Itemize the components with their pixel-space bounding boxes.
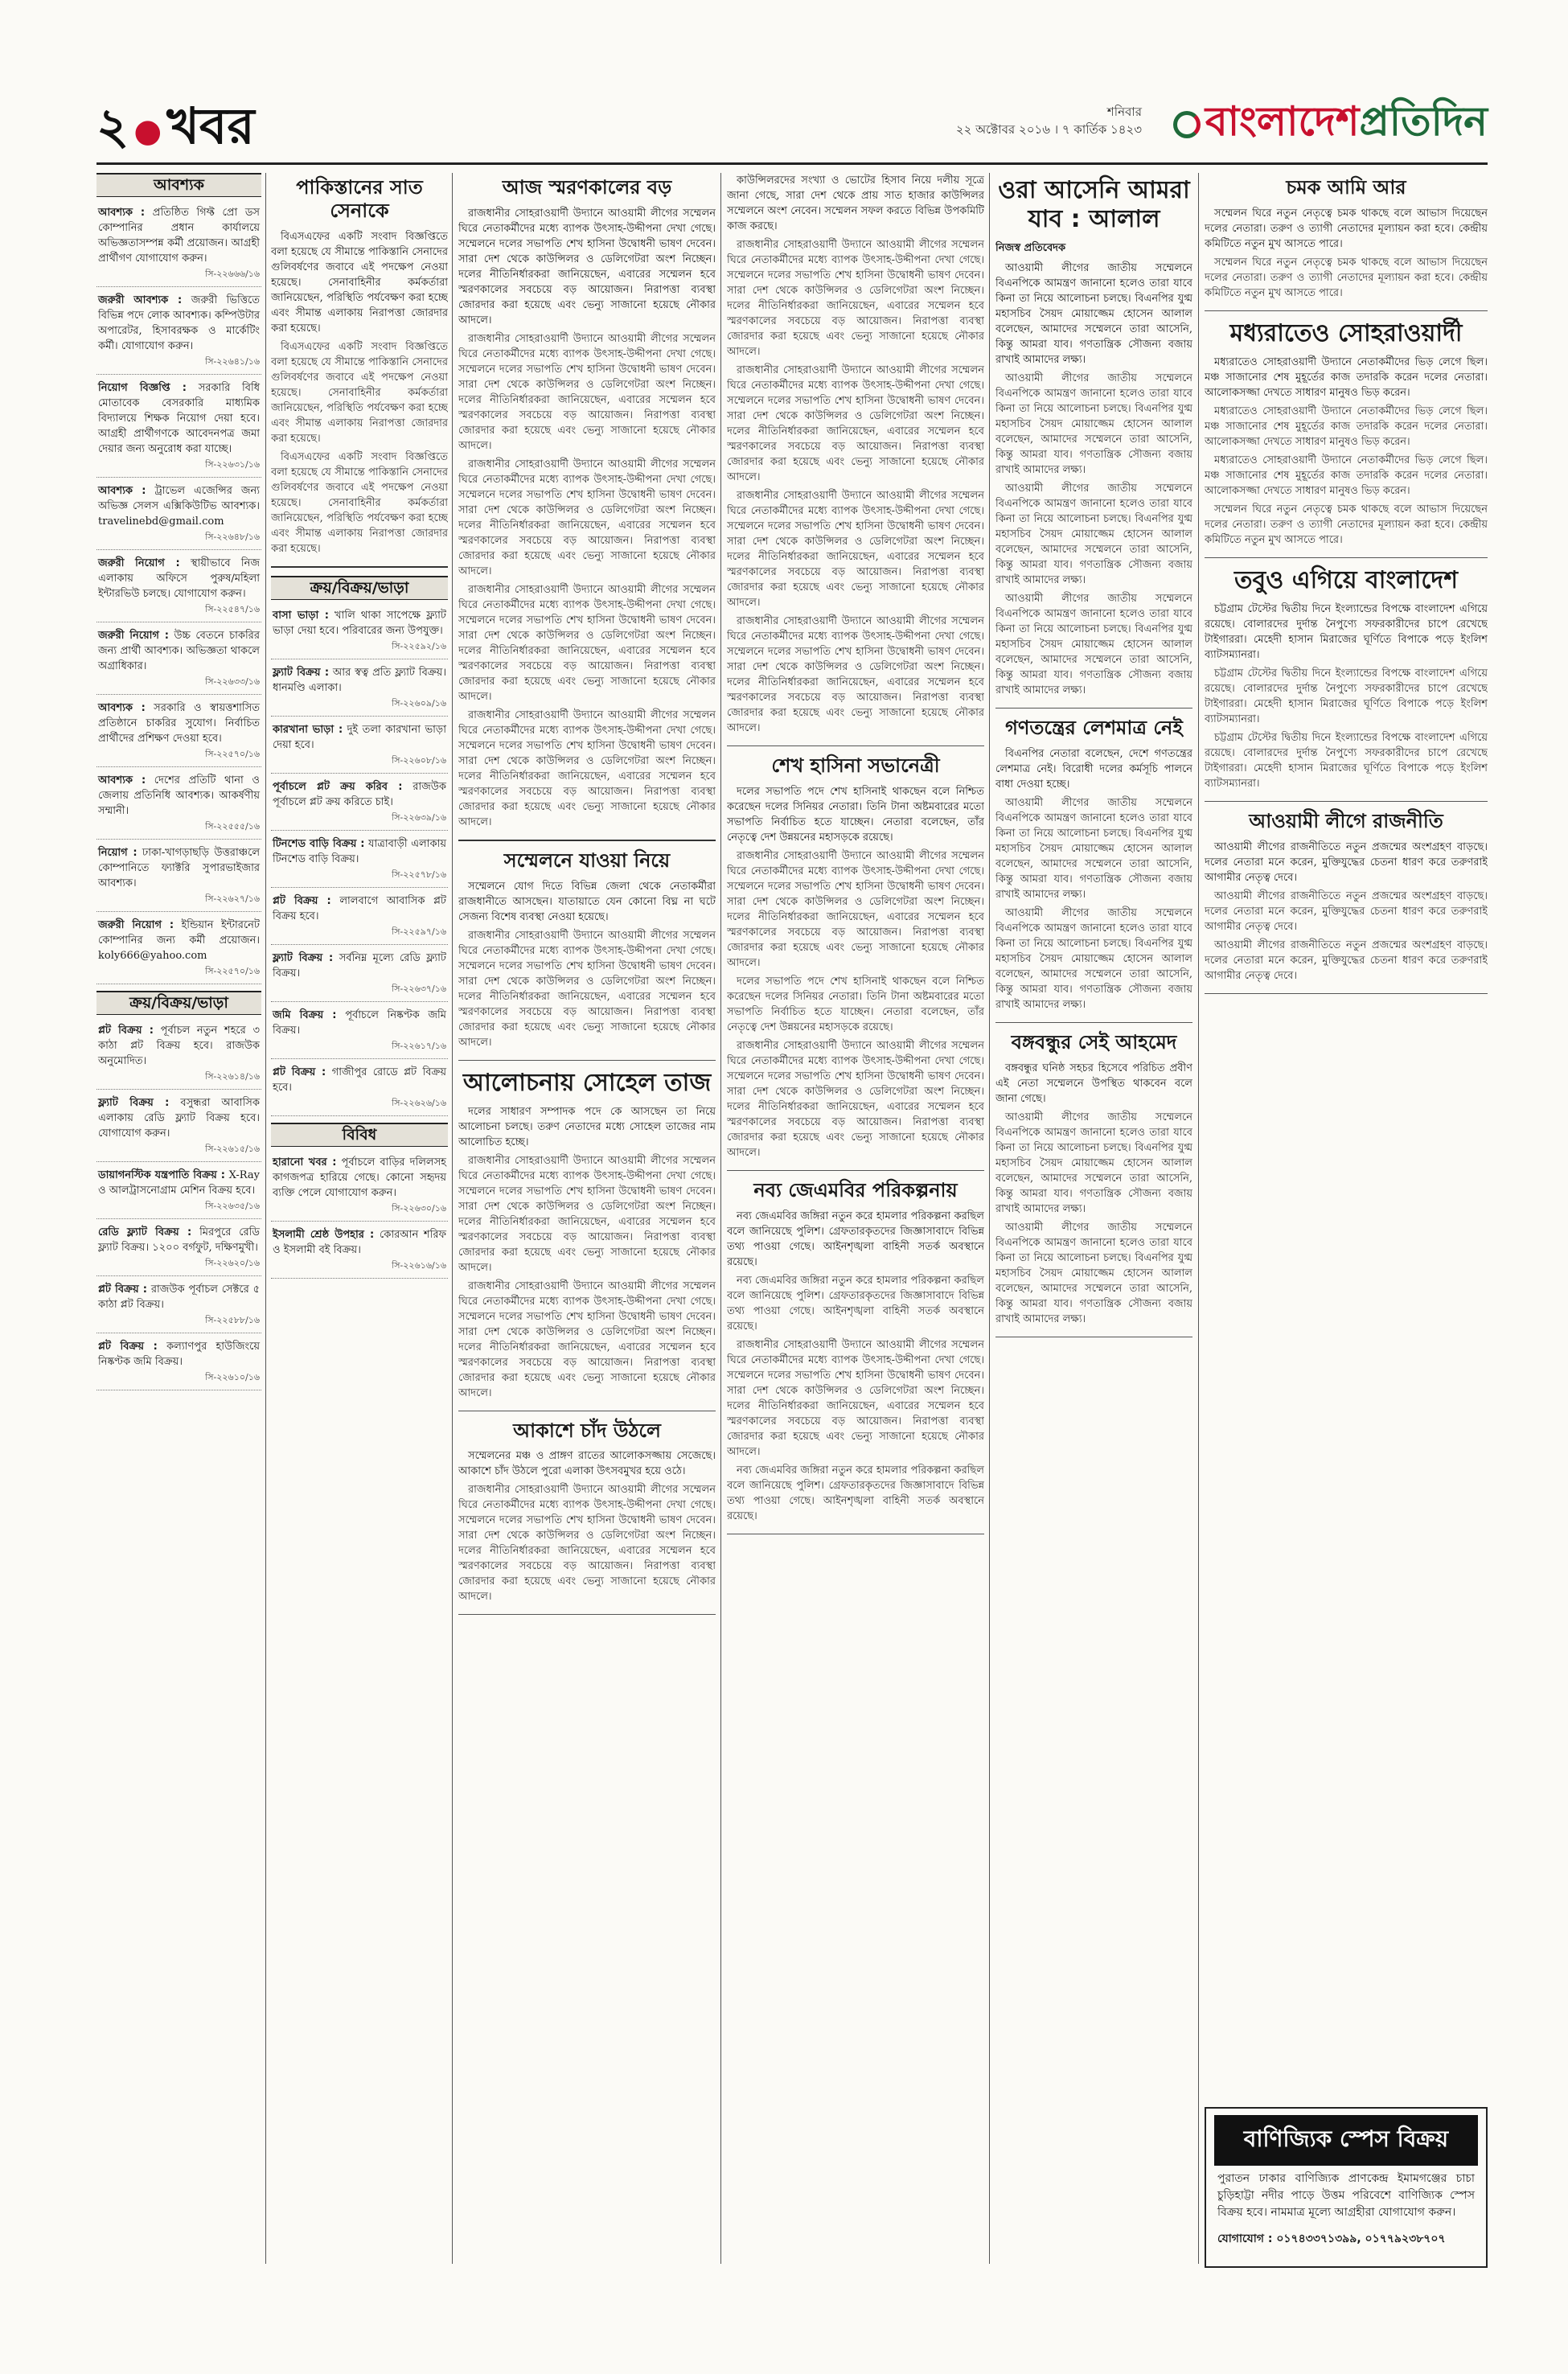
trade-list: [96, 1020, 261, 1390]
classified-ad-tag: পূর্বাচলে প্লট ক্রয় করিব :: [273, 780, 403, 793]
story-body: সম্মেলনের মঞ্চ ও প্রাঙ্গণ রাতের আলোকসজ্জায় সেজেছে। আকাশে চাঁদ উঠলে পুরো এলাকা উৎসবমুখর হয়ে ওঠে।: [458, 1450, 716, 1478]
classified-ad-text: প্রতিষ্ঠিত গিফ্ট প্রো ডস কোম্পানির প্রধান কার্যালয়ে অভিজ্ঞতাসম্পন্ন কর্মী প্রয়োজন। আগ্রহী প্রার্থীগণ যোগাযোগ করুন।: [98, 207, 260, 265]
story-sub-1: [458, 849, 716, 1061]
ad-title: বাণিজ্যিক স্পেস বিক্রয়: [1214, 2115, 1478, 2166]
classified-ad[interactable]: [271, 1152, 448, 1222]
story-body-continued: সম্মেলন ঘিরে নতুন নেতৃত্বে চমক থাকছে বলে আভাস দিয়েছেন দলের নেতারা। তরুণ ও ত্যাগী নেতাদের মূল্যায়ন করা হবে। কেন্দ্রীয় কমিটিতে নতুন মুখ আসতে পারে।: [1205, 256, 1488, 299]
story-body: বিএসএফের একটি সংবাদ বিজ্ঞপ্তিতে বলা হয়েছে যে সীমান্তে পাকিস্তানি সেনাদের গুলিবর্ষণের জবাবে এই পদক্ষেপ নেওয়া হয়েছে। সেনাবাহিনীর কর্মকর্তারা জানিয়েছেন, পরিস্থিতি পর্যবেক্ষণ করা হচ্ছে এবং সীমান্ত এলাকায় নিরাপত্তা জোরদার করা হয়েছে।: [271, 230, 448, 335]
story-body: আওয়ামী লীগের জাতীয় সম্মেলনে বিএনপিকে আমন্ত্রণ জানানো হলেও তারা যাবে কিনা তা নিয়ে আলোচনা চলছে। বিএনপির যুগ্ম মহাসচিব সৈয়দ মোয়াজ্জেম হোসেন আলাল বলেছেন, আমাদের সম্মেলনে তারা আসেনি, কিন্তু আমরা যাব। গণতান্ত্রিক সৌজন্য বজায় রাখাই আমাদের লক্ষ্য।: [995, 262, 1192, 366]
classified-ad-tag: আবশ্যক :: [98, 485, 146, 497]
classified-ad[interactable]: [96, 697, 261, 767]
story-body-continued: রাজধানীর সোহরাওয়ার্দী উদ্যানে আওয়ামী লীগের সম্মেলন ঘিরে নেতাকর্মীদের মধ্যে ব্যাপক উৎসাহ-উদ্দীপনা দেখা গেছে। সম্মেলনে দলের সভাপতি শেখ হাসিনা উদ্বোধনী ভাষণ দেবেন। সারা দেশ থেকে কাউন্সিলর ও ডেলিগেটরা অংশ নিচ্ছেন। দলের নীতিনির্ধারকরা জানিয়েছেন, এবারের সম্মেলন হবে স্মরণকালের সবচেয়ে বড় আয়োজন। নিরাপত্তা ব্যবস্থা জোরদার করা হয়েছে এবং ভেন্যু সাজানো হয়েছে নৌকার আদলে।: [458, 1154, 716, 1274]
classified-ad-tag: আবশ্যক :: [98, 207, 146, 219]
classified-ad-ref: সি-২২৬০৮/১৬: [392, 754, 446, 766]
classified-ad-text: ইন্ডিয়ান ইন্টারনেট কোম্পানির জন্য কর্মী প্রয়োজন। koly666@yahoo.com: [98, 919, 260, 962]
story-sub-3: [458, 1419, 716, 1616]
story-body-continued: রাজধানীর সোহরাওয়ার্দী উদ্যানে আওয়ামী লীগের সম্মেলন ঘিরে নেতাকর্মীদের মধ্যে ব্যাপক উৎসাহ-উদ্দীপনা দেখা গেছে। সম্মেলনে দলের সভাপতি শেখ হাসিনা উদ্বোধনী ভাষণ দেবেন। সারা দেশ থেকে কাউন্সিলর ও ডেলিগেটরা অংশ নিচ্ছেন। দলের নীতিনির্ধারকরা জানিয়েছেন, এবারের সম্মেলন হবে স্মরণকালের সবচেয়ে বড় আয়োজন। নিরাপত্তা ব্যবস্থা জোরদার করা হয়েছে এবং ভেন্যু সাজানো হয়েছে নৌকার আদলে।: [458, 1484, 716, 1604]
classified-ad-tag: ইসলামী শ্রেষ্ঠ উপহার :: [273, 1228, 375, 1241]
story-body-continued: রাজধানীর সোহরাওয়ার্দী উদ্যানে আওয়ামী লীগের সম্মেলন ঘিরে নেতাকর্মীদের মধ্যে ব্যাপক উৎসাহ-উদ্দীপনা দেখা গেছে। সম্মেলনে দলের সভাপতি শেখ হাসিনা উদ্বোধনী ভাষণ দেবেন। সারা দেশ থেকে কাউন্সিলর ও ডেলিগেটরা অংশ নিচ্ছেন। দলের নীতিনির্ধারকরা জানিয়েছেন, এবারের সম্মেলন হবে স্মরণকালের সবচেয়ে বড় আয়োজন। নিরাপত্তা ব্যবস্থা জোরদার করা হয়েছে এবং ভেন্যু সাজানো হয়েছে নৌকার আদলে।: [727, 1039, 984, 1159]
classified-ad[interactable]: [96, 1164, 261, 1219]
classified-ad-tag: আবশ্যক :: [98, 774, 146, 787]
story-body-continued: রাজধানীর সোহরাওয়ার্দী উদ্যানে আওয়ামী লীগের সম্মেলন ঘিরে নেতাকর্মীদের মধ্যে ব্যাপক উৎসাহ-উদ্দীপনা দেখা গেছে। সম্মেলনে দলের সভাপতি শেখ হাসিনা উদ্বোধনী ভাষণ দেবেন। সারা দেশ থেকে কাউন্সিলর ও ডেলিগেটরা অংশ নিচ্ছেন। দলের নীতিনির্ধারকরা জানিয়েছেন, এবারের সম্মেলন হবে স্মরণকালের সবচেয়ে বড় আয়োজন। নিরাপত্তা ব্যবস্থা জোরদার করা হয়েছে এবং ভেন্যু সাজানো হয়েছে নৌকার আদলে।: [458, 1279, 716, 1399]
classified-ad-text: খালি থাকা সাপেক্ষে ফ্ল্যাট ভাড়া দেয়া হবে। পরিবারের জন্য উপযুক্ত।: [273, 609, 446, 637]
column-divider: [265, 173, 266, 2264]
story-headline[interactable]: চমক আমি আর: [1286, 176, 1406, 199]
story-body: নব্য জেএমবির জঙ্গিরা নতুন করে হামলার পরিকল্পনা করছিল বলে জানিয়েছে পুলিশ। গ্রেফতারকৃতদের জিজ্ঞাসাবাদে বিভিন্ন তথ্য পাওয়া গেছে। আইনশৃঙ্খলা বাহিনী সতর্ক অবস্থানে রয়েছে।: [727, 1210, 984, 1268]
classified-ad-text: সরকারি ও স্বায়ত্তশাসিত প্রতিষ্ঠানে চাকরির সুযোগ। নির্বাচিত প্রার্থীদের প্রশিক্ষণ দেওয়া হবে।: [98, 702, 260, 745]
story-body: দলের সভাপতি পদে শেখ হাসিনাই থাকছেন বলে নিশ্চিত করেছেন দলের সিনিয়র নেতারা। তিনি টানা অষ্টমবারের মতো সভাপতি নির্বাচিত হতে যাচ্ছেন। নেতারা বলেছেন, তাঁর নেতৃত্বে দেশ উন্নয়নের মহাসড়কে রয়েছে।: [727, 785, 984, 844]
dateline: [956, 103, 1142, 138]
column-3: [458, 173, 716, 2264]
classified-ad-tag: জমি বিক্রয় :: [273, 1008, 337, 1021]
classified-ad-ref: সি-২২৬১৬/১৬: [392, 1259, 446, 1271]
column-4: [727, 173, 984, 2264]
story-al-politics: [1205, 810, 1488, 994]
classified-ad[interactable]: [96, 1279, 261, 1333]
ad-body: পুরাতন ঢাকার বাণিজ্যিক প্রাণকেন্দ্র ইমামগঞ্জের চাচা চুড়িহাট্টা নদীর পাড়ে উত্তম পরিবেশে বাণিজ্যিক স্পেস বিক্রয় হবে। নামমাত্র মূল্যে আগ্রহীরা যোগাযোগ করুন।: [1217, 2172, 1475, 2219]
story-body-continued: রাজধানীর সোহরাওয়ার্দী উদ্যানে আওয়ামী লীগের সম্মেলন ঘিরে নেতাকর্মীদের মধ্যে ব্যাপক উৎসাহ-উদ্দীপনা দেখা গেছে। সম্মেলনে দলের সভাপতি শেখ হাসিনা উদ্বোধনী ভাষণ দেবেন। সারা দেশ থেকে কাউন্সিলর ও ডেলিগেটরা অংশ নিচ্ছেন। দলের নীতিনির্ধারকরা জানিয়েছেন, এবারের সম্মেলন হবে স্মরণকালের সবচেয়ে বড় আয়োজন। নিরাপত্তা ব্যবস্থা জোরদার করা হয়েছে এবং ভেন্যু সাজানো হয়েছে নৌকার আদলে।: [727, 490, 984, 609]
story-body-continued: রাজধানীর সোহরাওয়ার্দী উদ্যানে আওয়ামী লীগের সম্মেলন ঘিরে নেতাকর্মীদের মধ্যে ব্যাপক উৎসাহ-উদ্দীপনা দেখা গেছে। সম্মেলনে দলের সভাপতি শেখ হাসিনা উদ্বোধনী ভাষণ দেবেন। সারা দেশ থেকে কাউন্সিলর ও ডেলিগেটরা অংশ নিচ্ছেন। দলের নীতিনির্ধারকরা জানিয়েছেন, এবারের সম্মেলন হবে স্মরণকালের সবচেয়ে বড় আয়োজন। নিরাপত্তা ব্যবস্থা জোরদার করা হয়েছে এবং ভেন্যু সাজানো হয়েছে নৌকার আদলে।: [727, 364, 984, 483]
classified-ad-ref: সি-২২৫৫৫/১৬: [205, 821, 260, 832]
story-body-continued: চট্টগ্রাম টেস্টের দ্বিতীয় দিনে ইংল্যান্ডের বিপক্ষে বাংলাদেশ এগিয়ে রয়েছে। বোলারদের দুর্দান্ত নৈপুণ্যে সফরকারীদের চাপে রেখেছে টাইগাররা। মেহেদী হাসান মিরাজের ঘূর্ণিতে বিপাকে পড়ে ইংলিশ ব্যাটসম্যানরা।: [1205, 731, 1488, 790]
story-body-continued: রাজধানীর সোহরাওয়ার্দী উদ্যানে আওয়ামী লীগের সম্মেলন ঘিরে নেতাকর্মীদের মধ্যে ব্যাপক উৎসাহ-উদ্দীপনা দেখা গেছে। সম্মেলনে দলের সভাপতি শেখ হাসিনা উদ্বোধনী ভাষণ দেবেন। সারা দেশ থেকে কাউন্সিলর ও ডেলিগেটরা অংশ নিচ্ছেন। দলের নীতিনির্ধারকরা জানিয়েছেন, এবারের সম্মেলন হবে স্মরণকালের সবচেয়ে বড় আয়োজন। নিরাপত্তা ব্যবস্থা জোরদার করা হয়েছে এবং ভেন্যু সাজানো হয়েছে নৌকার আদলে।: [727, 1338, 984, 1458]
classified-ad[interactable]: [271, 662, 448, 717]
classified-ad[interactable]: [96, 480, 261, 550]
classified-ad-ref: সি-২২৬৬৬/১৬: [205, 269, 260, 279]
story-body-continued: রাজধানীর সোহরাওয়ার্দী উদ্যানে আওয়ামী লীগের সম্মেলন ঘিরে নেতাকর্মীদের মধ্যে ব্যাপক উৎসাহ-উদ্দীপনা দেখা গেছে। সম্মেলনে দলের সভাপতি শেখ হাসিনা উদ্বোধনী ভাষণ দেবেন। সারা দেশ থেকে কাউন্সিলর ও ডেলিগেটরা অংশ নিচ্ছেন। দলের নীতিনির্ধারকরা জানিয়েছেন, এবারের সম্মেলন হবে স্মরণকালের সবচেয়ে বড় আয়োজন। নিরাপত্তা ব্যবস্থা জোরদার করা হয়েছে এবং ভেন্যু সাজানো হয়েছে নৌকার আদলে।: [458, 332, 716, 452]
classified-ad-text: স্থায়ীভাবে নিজ এলাকায় অফিসে পুরুষ/মহিলা ইন্টারভিউ চলছে। যোগাযোগ করুন।: [98, 557, 260, 600]
story-body-continued: নব্য জেএমবির জঙ্গিরা নতুন করে হামলার পরিকল্পনা করছিল বলে জানিয়েছে পুলিশ। গ্রেফতারকৃতদের জিজ্ঞাসাবাদে বিভিন্ন তথ্য পাওয়া গেছে। আইনশৃঙ্খলা বাহিনী সতর্ক অবস্থানে রয়েছে।: [727, 1274, 984, 1333]
story-headline[interactable]: আওয়ামী লীগে রাজনীতি: [1249, 809, 1443, 832]
column-6: [1205, 173, 1488, 2264]
classified-ad-ref: সি-২২৬৪৮/১৬: [205, 532, 260, 542]
classified-ad-ref: সি-২২৬৩৩/১৬: [205, 676, 260, 687]
classified-ad-text: পূর্বাচলে নিষ্কণ্টক জমি বিক্রয়।: [273, 1008, 446, 1037]
trade-section-header: ক্রয়/বিক্রয়/ভাড়া: [271, 576, 448, 600]
story-body-continued: রাজধানীর সোহরাওয়ার্দী উদ্যানে আওয়ামী লীগের সম্মেলন ঘিরে নেতাকর্মীদের মধ্যে ব্যাপক উৎসাহ-উদ্দীপনা দেখা গেছে। সম্মেলনে দলের সভাপতি শেখ হাসিনা উদ্বোধনী ভাষণ দেবেন। সারা দেশ থেকে কাউন্সিলর ও ডেলিগেটরা অংশ নিচ্ছেন। দলের নীতিনির্ধারকরা জানিয়েছেন, এবারের সম্মেলন হবে স্মরণকালের সবচেয়ে বড় আয়োজন। নিরাপত্তা ব্যবস্থা জোরদার করা হয়েছে এবং ভেন্যু সাজানো হয়েছে নৌকার আদলে।: [727, 239, 984, 358]
story-body-continued: চট্টগ্রাম টেস্টের দ্বিতীয় দিনে ইংল্যান্ডের বিপক্ষে বাংলাদেশ এগিয়ে রয়েছে। বোলারদের দুর্দান্ত নৈপুণ্যে সফরকারীদের চাপে রেখেছে টাইগাররা। মেহেদী হাসান মিরাজের ঘূর্ণিতে বিপাকে পড়ে ইংলিশ ব্যাটসম্যানরা।: [1205, 667, 1488, 725]
story-body: কাউন্সিলরদের সংখ্যা ও ভোটের হিসাব নিয়ে দলীয় সূত্রে জানা গেছে, সারা দেশ থেকে প্রায় সাত হাজার কাউন্সিলর সম্মেলনে অংশ নেবেন। সম্মেলন সফল করতে বিভিন্ন উপকমিটি কাজ করছে।: [727, 175, 984, 232]
column-2: [271, 173, 448, 2264]
classified-ad-tag: আবশ্যক :: [98, 702, 146, 714]
story-byline: নিজস্ব প্রতিবেদক: [995, 242, 1066, 254]
bullet-icon: ●: [133, 111, 162, 150]
story-headline[interactable]: নব্য জেএমবির পরিকল্পনায়: [753, 1178, 958, 1201]
story-headline[interactable]: সম্মেলনে যাওয়া নিয়ে: [503, 848, 671, 872]
story-suhrawardy: [1205, 319, 1488, 558]
classified-ad-tag: ডায়াগনস্টিক যন্ত্রপাতি বিক্রয় :: [98, 1169, 225, 1181]
classified-ad-ref: সি-২২৬২৭/১৬: [205, 893, 260, 904]
story-body-continued: আওয়ামী লীগের জাতীয় সম্মেলনে বিএনপিকে আমন্ত্রণ জানানো হলেও তারা যাবে কিনা তা নিয়ে আলোচনা চলছে। বিএনপির যুগ্ম মহাসচিব সৈয়দ মোয়াজ্জেম হোসেন আলাল বলেছেন, আমাদের সম্মেলনে তারা আসেনি, কিন্তু আমরা যাব। গণতান্ত্রিক সৌজন্য বজায় রাখাই আমাদের লক্ষ্য।: [995, 483, 1192, 586]
classified-ad-text: সরকারি বিধি মোতাবেক বেসরকারি মাধ্যমিক বিদ্যালয়ে শিক্ষক নিয়োগ দেয়া হবে। আগ্রহী প্রার্থীগণকে আবেদনপত্র জমা দেয়ার জন্য অনুরোধ করা যাচ্ছে।: [98, 382, 260, 455]
classified-ad-text: ঢাকা-খাগড়াছড়ি উত্তরাঞ্চলে কোম্পানিতে ফ্যাক্টরি সুপারভাইজার আবশ্যক।: [98, 847, 261, 889]
classified-ad[interactable]: [96, 842, 261, 912]
classified-ad-tag: ফ্ল্যাট বিক্রয় :: [98, 1097, 170, 1109]
story-headline[interactable]: মধ্যরাতেও সোহরাওয়ার্দী: [1229, 318, 1463, 347]
classified-ad-ref: সি-২২৫৭৮/১৬: [392, 869, 446, 880]
classified-ad-text: জরুরী ভিত্তিতে বিভিন্ন পদে লোক আবশ্যক। কম্পিউটার অপারেটর, হিসাবরক্ষক ও মার্কেটিং কর্মী। যোগাযোগ করুন।: [98, 294, 260, 352]
classified-ad[interactable]: [96, 1020, 261, 1090]
story-body-continued: রাজধানীর সোহরাওয়ার্দী উদ্যানে আওয়ামী লীগের সম্মেলন ঘিরে নেতাকর্মীদের মধ্যে ব্যাপক উৎসাহ-উদ্দীপনা দেখা গেছে। সম্মেলনে দলের সভাপতি শেখ হাসিনা উদ্বোধনী ভাষণ দেবেন। সারা দেশ থেকে কাউন্সিলর ও ডেলিগেটরা অংশ নিচ্ছেন। দলের নীতিনির্ধারকরা জানিয়েছেন, এবারের সম্মেলন হবে স্মরণকালের সবচেয়ে বড় আয়োজন। নিরাপত্তা ব্যবস্থা জোরদার করা হয়েছে এবং ভেন্যু সাজানো হয়েছে নৌকার আদলে।: [727, 615, 984, 734]
classified-ad-tag: প্লট বিক্রয় :: [273, 894, 331, 907]
classified-ad[interactable]: [96, 377, 261, 478]
column-divider: [720, 173, 721, 2264]
classified-ad-text: রাজউক পূর্বাচলে প্লট ক্রয় করিতে চাই।: [273, 780, 447, 808]
classified-ad-text: পূর্বাচল নতুন শহরে ৩ কাঠা প্লট বিক্রয় হবে। রাজউক অনুমোদিত।: [98, 1025, 260, 1067]
classified-ad-ref: সি-২২৬২৬/১৬: [392, 1097, 446, 1108]
story-headline[interactable]: পাকিস্তানের সাত সেনাকে: [296, 176, 423, 222]
classified-ad-tag: প্লট বিক্রয় :: [98, 1025, 154, 1037]
story-body: আওয়ামী লীগের রাজনীতিতে নতুন প্রজন্মের অংশগ্রহণ বাড়ছে। দলের নেতারা মনে করেন, মুক্তিযুদ্ধের চেতনা ধারণ করে তরুণরাই আগামীর নেতৃত্ব দেবে।: [1205, 840, 1488, 884]
classified-ad[interactable]: [96, 290, 261, 375]
story-headline[interactable]: শেখ হাসিনা সভানেত্রী: [771, 754, 940, 777]
story-jmb: [727, 1179, 984, 1534]
classified-ad[interactable]: [271, 833, 448, 888]
classified-ad-tag: নিয়োগ :: [98, 847, 138, 859]
classified-ad-tag: ফ্ল্যাট বিক্রয় :: [273, 666, 330, 679]
story-headline[interactable]: আজ স্মরণকালের বড়: [502, 176, 672, 199]
classified-ad-ref: সি-২২৫৭০/১৬: [205, 966, 260, 976]
classified-ad-ref: সি-২২৫৯৭/১৬: [392, 926, 446, 937]
classified-ad-ref: সি-২২৬১৫/১৬: [205, 1144, 260, 1154]
story-body-continued: আওয়ামী লীগের জাতীয় সম্মেলনে বিএনপিকে আমন্ত্রণ জানানো হলেও তারা যাবে কিনা তা নিয়ে আলোচনা চলছে। বিএনপির যুগ্ম মহাসচিব সৈয়দ মোয়াজ্জেম হোসেন আলাল বলেছেন, আমাদের সম্মেলনে তারা আসেনি, কিন্তু আমরা যাব। গণতান্ত্রিক সৌজন্য বজায় রাখাই আমাদের লক্ষ্য।: [995, 593, 1192, 696]
story-body-continued: মধ্যরাতেও সোহরাওয়ার্দী উদ্যানে নেতাকর্মীদের ভিড় লেগে ছিল। মঞ্চ সাজানোর শেষ মুহূর্তের কাজ তদারকি করেন দলের নেতারা। আলোকসজ্জা দেখতে সাধারণ মানুষও ভিড় করেন।: [1205, 405, 1488, 448]
classified-ad-tag: প্লট বিক্রয় :: [273, 1066, 326, 1078]
classified-ad[interactable]: [96, 625, 261, 695]
story-body: দলের সাধারণ সম্পাদক পদে কে আসছেন তা নিয়ে আলোচনা চলছে। তরুণ নেতাদের মধ্যে সোহেল তাজের নাম আলোচিত হচ্ছে।: [458, 1105, 716, 1148]
story-body-continued: আওয়ামী লীগের রাজনীতিতে নতুন প্রজন্মের অংশগ্রহণ বাড়ছে। দলের নেতারা মনে করেন, মুক্তিযুদ্ধের চেতনা ধারণ করে তরুণরাই আগামীর নেতৃত্ব দেবে।: [1205, 939, 1488, 982]
classified-ad[interactable]: [271, 1062, 448, 1116]
classified-ad-text: কল্যাণপুর হাউজিংয়ে নিষ্কণ্টক জমি বিক্রয়।: [98, 1341, 260, 1368]
classified-ad-text: লালবাগে আবাসিক প্লট বিক্রয় হবে।: [273, 894, 447, 922]
story-body-continued: রাজধানীর সোহরাওয়ার্দী উদ্যানে আওয়ামী লীগের সম্মেলন ঘিরে নেতাকর্মীদের মধ্যে ব্যাপক উৎসাহ-উদ্দীপনা দেখা গেছে। সম্মেলনে দলের সভাপতি শেখ হাসিনা উদ্বোধনী ভাষণ দেবেন। সারা দেশ থেকে কাউন্সিলর ও ডেলিগেটরা অংশ নিচ্ছেন। দলের নীতিনির্ধারকরা জানিয়েছেন, এবারের সম্মেলন হবে স্মরণকালের সবচেয়ে বড় আয়োজন। নিরাপত্তা ব্যবস্থা জোরদার করা হয়েছে এবং ভেন্যু সাজানো হয়েছে নৌকার আদলে।: [458, 458, 716, 577]
classified-ad-ref: সি-২২৬৩১/১৬: [205, 459, 260, 470]
story-body-continued: রাজধানীর সোহরাওয়ার্দী উদ্যানে আওয়ামী লীগের সম্মেলন ঘিরে নেতাকর্মীদের মধ্যে ব্যাপক উৎসাহ-উদ্দীপনা দেখা গেছে। সম্মেলনে দলের সভাপতি শেখ হাসিনা উদ্বোধনী ভাষণ দেবেন। সারা দেশ থেকে কাউন্সিলর ও ডেলিগেটরা অংশ নিচ্ছেন। দলের নীতিনির্ধারকরা জানিয়েছেন, এবারের সম্মেলন হবে স্মরণকালের সবচেয়ে বড় আয়োজন। নিরাপত্তা ব্যবস্থা জোরদার করা হয়েছে এবং ভেন্যু সাজানো হয়েছে নৌকার আদলে।: [458, 929, 716, 1049]
classified-ad[interactable]: [271, 605, 448, 659]
classified-ad-ref: সি-২২৬১৪/১৬: [205, 1071, 260, 1082]
classifieds-column: [96, 173, 261, 2264]
classified-ad-ref: সি-২২৫৭০/১৬: [205, 749, 260, 759]
classified-ad-ref: সি-২২৬৪১/১৬: [205, 356, 260, 367]
classified-ad-text: X-Ray ও আলট্রাসনোগ্রাম মেশিন বিক্রয় হবে।: [98, 1169, 260, 1197]
classified-ad-text: রাজউক পূর্বাচল সেক্টরে ৫ কাঠা প্লট বিক্রয়।: [98, 1284, 260, 1311]
classified-ad-ref: সি-২২৬২০/১৬: [205, 1258, 260, 1268]
classified-ad[interactable]: [271, 890, 448, 945]
story-body-continued: আওয়ামী লীগের জাতীয় সম্মেলনে বিএনপিকে আমন্ত্রণ জানানো হলেও তারা যাবে কিনা তা নিয়ে আলোচনা চলছে। বিএনপির যুগ্ম মহাসচিব সৈয়দ মোয়াজ্জেম হোসেন আলাল বলেছেন, আমাদের সম্মেলনে তারা আসেনি, কিন্তু আমরা যাব। গণতান্ত্রিক সৌজন্য বজায় রাখাই আমাদের লক্ষ্য।: [995, 906, 1192, 1011]
story-sub-2: [458, 1069, 716, 1411]
classified-ad-tag: জরুরী নিয়োগ :: [98, 557, 180, 569]
classified-ad-text: সর্বনিম্ন মূল্যে রেডি ফ্ল্যাট বিক্রয়।: [273, 951, 446, 980]
classified-ad-ref: সি-২২৬৩৭/১৬: [392, 983, 446, 994]
column-divider: [1198, 173, 1199, 2264]
page-number: [96, 88, 255, 171]
classified-ad-tag: হারানো খবর :: [273, 1156, 337, 1169]
misc-list: [271, 1152, 448, 1279]
classified-ad-text: দুই তলা কারখানা ভাড়া দেয়া হবে।: [273, 723, 446, 751]
classified-ad-ref: সি-২২৬০৯/১৬: [392, 697, 446, 709]
story-headline[interactable]: বঙ্গবন্ধুর সেই আহমেদ: [1011, 1030, 1177, 1054]
logo-part-1: বাংলাদেশ: [1205, 98, 1360, 145]
story-headline[interactable]: গণতন্ত্রের লেশমাত্র নেই: [1005, 717, 1183, 739]
story-lead: [458, 176, 716, 841]
column-divider: [452, 173, 453, 2264]
masthead-rule: [96, 162, 1488, 165]
classified-ad-tag: ফ্ল্যাট বিক্রয় :: [273, 951, 334, 964]
classified-ad-text: কোরআন শরিফ ও ইসলামী বই বিক্রয়।: [273, 1228, 446, 1256]
logo-part-2: প্রতিদিন: [1359, 98, 1488, 145]
story-sheikh-hasina: [727, 754, 984, 1171]
story-body: মধ্যরাতেও সোহরাওয়ার্দী উদ্যানে নেতাকর্মীদের ভিড় লেগে ছিল। মঞ্চ সাজানোর শেষ মুহূর্তের কাজ তদারকি করেন দলের নেতারা। আলোকসজ্জা দেখতে সাধারণ মানুষও ভিড় করেন।: [1205, 355, 1488, 399]
story-body-continued: নব্য জেএমবির জঙ্গিরা নতুন করে হামলার পরিকল্পনা করছিল বলে জানিয়েছে পুলিশ। গ্রেফতারকৃতদের জিজ্ঞাসাবাদে বিভিন্ন তথ্য পাওয়া গেছে। আইনশৃঙ্খলা বাহিনী সতর্ক অবস্থানে রয়েছে।: [727, 1464, 984, 1522]
classified-ad-tag: টিনশেড বাড়ি বিক্রয় :: [273, 837, 365, 850]
classified-ad-text: আর স্বত্ব প্রতি ফ্ল্যাট বিক্রয়। ধানমণ্ডি এলাকা।: [273, 666, 446, 694]
story-headline[interactable]: ওরা আসেনি আমরা যাব : আলাল: [998, 176, 1190, 233]
classified-ad[interactable]: [96, 914, 261, 984]
column-divider: [989, 173, 990, 2264]
story-body: সম্মেলনে যোগ দিতে বিভিন্ন জেলা থেকে নেতাকর্মীরা রাজধানীতে আসছেন। যাতায়াতে যেন কোনো বিঘ্ন না ঘটে সেজন্য বিশেষ ব্যবস্থা নেওয়া হয়েছে।: [458, 880, 716, 923]
classified-ad[interactable]: [271, 719, 448, 774]
story-body: রাজধানীর সোহরাওয়ার্দী উদ্যানে আওয়ামী লীগের সম্মেলন ঘিরে নেতাকর্মীদের মধ্যে ব্যাপক উৎসাহ-উদ্দীপনা দেখা গেছে। সম্মেলনে দলের সভাপতি শেখ হাসিনা উদ্বোধনী ভাষণ দেবেন। সারা দেশ থেকে কাউন্সিলর ও ডেলিগেটরা অংশ নিচ্ছেন। দলের নীতিনির্ধারকরা জানিয়েছেন, এবারের সম্মেলন হবে স্মরণকালের সবচেয়ে বড় আয়োজন। নিরাপত্তা ব্যবস্থা জোরদার করা হয়েছে এবং ভেন্যু সাজানো হয়েছে নৌকার আদলে।: [458, 207, 716, 327]
masthead: [96, 88, 1488, 169]
column-5: [995, 173, 1192, 2264]
logo-emblem-icon: [1173, 111, 1201, 138]
classified-ad-tag: কারখানা ভাড়া :: [273, 723, 343, 736]
story-body-continued: আওয়ামী লীগের রাজনীতিতে নতুন প্রজন্মের অংশগ্রহণ বাড়ছে। দলের নেতারা মনে করেন, মুক্তিযুদ্ধের চেতনা ধারণ করে তরুণরাই আগামীর নেতৃত্ব দেবে।: [1205, 889, 1488, 933]
classified-ad-tag: রেডি ফ্ল্যাট বিক্রয় :: [98, 1226, 192, 1238]
classified-ad-ref: সি-২২৫৮৮/১৬: [205, 1315, 260, 1325]
section-name: খবর: [166, 97, 255, 155]
story-surprise: [1205, 176, 1488, 311]
story-body-continued: মধ্যরাতেও সোহরাওয়ার্দী উদ্যানে নেতাকর্মীদের ভিড় লেগে ছিল। মঞ্চ সাজানোর শেষ মুহূর্তের কাজ তদারকি করেন দলের নেতারা। আলোকসজ্জা দেখতে সাধারণ মানুষও ভিড় করেন।: [1205, 454, 1488, 497]
story-cricket: [1205, 566, 1488, 802]
story-body: সম্মেলন ঘিরে নতুন নেতৃত্বে চমক থাকছে বলে আভাস দিয়েছেন দলের নেতারা। তরুণ ও ত্যাগী নেতাদের মূল্যায়ন করা হবে। কেন্দ্রীয় কমিটিতে নতুন মুখ আসতে পারে।: [1205, 207, 1488, 250]
classified-ad[interactable]: [271, 1004, 448, 1059]
story-body-continued: সম্মেলন ঘিরে নতুন নেতৃত্বে চমক থাকছে বলে আভাস দিয়েছেন দলের নেতারা। তরুণ ও ত্যাগী নেতাদের মূল্যায়ন করা হবে। কেন্দ্রীয় কমিটিতে নতুন মুখ আসতে পারে।: [1205, 503, 1488, 546]
newspaper-logo[interactable]: [1173, 92, 1488, 158]
classified-ad-tag: প্লট বিক্রয় :: [98, 1341, 158, 1353]
classified-ad[interactable]: [96, 552, 261, 622]
story-body-continued: আওয়ামী লীগের জাতীয় সম্মেলনে বিএনপিকে আমন্ত্রণ জানানো হলেও তারা যাবে কিনা তা নিয়ে আলোচনা চলছে। বিএনপির যুগ্ম মহাসচিব সৈয়দ মোয়াজ্জেম হোসেন আলাল বলেছেন, আমাদের সম্মেলনে তারা আসেনি, কিন্তু আমরা যাব। গণতান্ত্রিক সৌজন্য বজায় রাখাই আমাদের লক্ষ্য।: [995, 796, 1192, 901]
story-democracy: [995, 717, 1192, 1023]
classified-ad-ref: সি-২২৬১০/১৬: [205, 1372, 260, 1382]
date: ২২ অক্টোবর ২০১৬ । ৭ কার্তিক ১৪২৩: [955, 122, 1142, 137]
misc-section-header: বিবিধ: [271, 1123, 448, 1147]
story-body-continued: রাজধানীর সোহরাওয়ার্দী উদ্যানে আওয়ামী লীগের সম্মেলন ঘিরে নেতাকর্মীদের মধ্যে ব্যাপক উৎসাহ-উদ্দীপনা দেখা গেছে। সম্মেলনে দলের সভাপতি শেখ হাসিনা উদ্বোধনী ভাষণ দেবেন। সারা দেশ থেকে কাউন্সিলর ও ডেলিগেটরা অংশ নিচ্ছেন। দলের নীতিনির্ধারকরা জানিয়েছেন, এবারের সম্মেলন হবে স্মরণকালের সবচেয়ে বড় আয়োজন। নিরাপত্তা ব্যবস্থা জোরদার করা হয়েছে এবং ভেন্যু সাজানো হয়েছে নৌকার আদলে।: [458, 583, 716, 703]
classified-ad-ref: সি-২২৬৩৫/১৬: [205, 1201, 260, 1211]
classified-ad-tag: জরুরী আবশ্যক :: [98, 294, 183, 306]
story-body-continued: দলের সভাপতি পদে শেখ হাসিনাই থাকছেন বলে নিশ্চিত করেছেন দলের সিনিয়র নেতারা। তিনি টানা অষ্টমবারের মতো সভাপতি নির্বাচিত হতে যাচ্ছেন। নেতারা বলেছেন, তাঁর নেতৃত্বে দেশ উন্নয়নের মহাসড়কে রয়েছে।: [727, 975, 984, 1033]
story-alal: [995, 176, 1192, 709]
story-headline[interactable]: আকাশে চাঁদ উঠলে: [513, 1419, 661, 1442]
classified-ad-text: পূর্বাচলে বাড়ির দলিলসহ কাগজপত্র হারিয়ে গেছে। কোনো সহৃদয় ব্যক্তি পেলে যোগাযোগ করুন।: [273, 1156, 447, 1199]
story-body-continued: আওয়ামী লীগের জাতীয় সম্মেলনে বিএনপিকে আমন্ত্রণ জানানো হলেও তারা যাবে কিনা তা নিয়ে আলোচনা চলছে। বিএনপির যুগ্ম মহাসচিব সৈয়দ মোয়াজ্জেম হোসেন আলাল বলেছেন, আমাদের সম্মেলনে তারা আসেনি, কিন্তু আমরা যাব। গণতান্ত্রিক সৌজন্য বজায় রাখাই আমাদের লক্ষ্য।: [995, 1221, 1192, 1325]
classified-ad-text: গাজীপুর রোডে প্লট বিক্রয় হবে।: [273, 1066, 446, 1094]
classified-ad-ref: সি-২২৫৪৭/১৬: [205, 604, 260, 614]
story-body-continued: আওয়ামী লীগের জাতীয় সম্মেলনে বিএনপিকে আমন্ত্রণ জানানো হলেও তারা যাবে কিনা তা নিয়ে আলোচনা চলছে। বিএনপির যুগ্ম মহাসচিব সৈয়দ মোয়াজ্জেম হোসেন আলাল বলেছেন, আমাদের সম্মেলনে তারা আসেনি, কিন্তু আমরা যাব। গণতান্ত্রিক সৌজন্য বজায় রাখাই আমাদের লক্ষ্য।: [995, 372, 1192, 476]
weekday: শনিবার: [1106, 105, 1142, 119]
classified-ad[interactable]: [96, 770, 261, 840]
classified-ad-text: ট্রাভেল এজেন্সির জন্য অভিজ্ঞ সেলস এক্সিকিউটিভ আবশ্যক। travelinebd@gmail.com: [98, 485, 260, 528]
story-continued: [727, 173, 984, 746]
story-body-continued: রাজধানীর সোহরাওয়ার্দী উদ্যানে আওয়ামী লীগের সম্মেলন ঘিরে নেতাকর্মীদের মধ্যে ব্যাপক উৎসাহ-উদ্দীপনা দেখা গেছে। সম্মেলনে দলের সভাপতি শেখ হাসিনা উদ্বোধনী ভাষণ দেবেন। সারা দেশ থেকে কাউন্সিলর ও ডেলিগেটরা অংশ নিচ্ছেন। দলের নীতিনির্ধারকরা জানিয়েছেন, এবারের সম্মেলন হবে স্মরণকালের সবচেয়ে বড় আয়োজন। নিরাপত্তা ব্যবস্থা জোরদার করা হয়েছে এবং ভেন্যু সাজানো হয়েছে নৌকার আদলে।: [727, 849, 984, 969]
classified-ad-text: বসুন্ধরা আবাসিক এলাকায় রেডি ফ্ল্যাট বিক্রয় হবে। যোগাযোগ করুন।: [98, 1097, 260, 1140]
classified-ad[interactable]: [96, 202, 261, 287]
commercial-space-ad[interactable]: [1205, 2107, 1488, 2268]
classified-ad-tag: জরুরী নিয়োগ :: [98, 919, 174, 931]
classified-ad-tag: জরুরী নিয়োগ :: [98, 630, 169, 642]
classified-ad[interactable]: [271, 776, 448, 831]
classified-ad-text: মিরপুরে রেডি ফ্ল্যাট বিক্রয়। ১২০০ বর্গফুট, দক্ষিণমুখী।: [98, 1226, 260, 1254]
ad-contact[interactable]: যোগাযোগ : ০১৭৪৩৩৭১৩৯৯, ০১৭৭৯২৩৮৭০৭: [1217, 2232, 1446, 2245]
story-headline[interactable]: আলোচনায় সোহেল তাজ: [462, 1068, 712, 1097]
classified-ad[interactable]: [96, 1222, 261, 1276]
classified-ad[interactable]: [271, 1224, 448, 1279]
trade-section-header: ক্রয়/বিক্রয়/ভাড়া: [96, 991, 261, 1015]
trade-list: [271, 605, 448, 1116]
classified-ad-text: যাত্রাবাড়ী এলাকায় টিনশেড বাড়ি বিক্রয়।: [273, 837, 446, 865]
classified-ad-ref: সি-২২৬১৭/১৬: [392, 1040, 446, 1051]
story-headline[interactable]: তবুও এগিয়ে বাংলাদেশ: [1234, 565, 1458, 594]
needs-section-header: আবশ্যক: [96, 173, 261, 197]
story-pakistan: [271, 176, 448, 568]
story-body-continued: বিএসএফের একটি সংবাদ বিজ্ঞপ্তিতে বলা হয়েছে যে সীমান্তে পাকিস্তানি সেনাদের গুলিবর্ষণের জবাবে এই পদক্ষেপ নেওয়া হয়েছে। সেনাবাহিনীর কর্মকর্তারা জানিয়েছেন, পরিস্থিতি পর্যবেক্ষণ করা হচ্ছে এবং সীমান্ত এলাকায় নিরাপত্তা জোরদার করা হয়েছে।: [271, 340, 448, 445]
story-body-continued: রাজধানীর সোহরাওয়ার্দী উদ্যানে আওয়ামী লীগের সম্মেলন ঘিরে নেতাকর্মীদের মধ্যে ব্যাপক উৎসাহ-উদ্দীপনা দেখা গেছে। সম্মেলনে দলের সভাপতি শেখ হাসিনা উদ্বোধনী ভাষণ দেবেন। সারা দেশ থেকে কাউন্সিলর ও ডেলিগেটরা অংশ নিচ্ছেন। দলের নীতিনির্ধারকরা জানিয়েছেন, এবারের সম্মেলন হবে স্মরণকালের সবচেয়ে বড় আয়োজন। নিরাপত্তা ব্যবস্থা জোরদার করা হয়েছে এবং ভেন্যু সাজানো হয়েছে নৌকার আদলে।: [458, 709, 716, 828]
classified-ad-text: উচ্চ বেতনে চাকরির জন্য প্রার্থী আবশ্যক। অভিজ্ঞতা থাকলে অগ্রাধিকার।: [98, 630, 260, 672]
page-number-value: ২: [96, 97, 129, 155]
story-body: বঙ্গবন্ধুর ঘনিষ্ঠ সহচর হিসেবে পরিচিত প্রবীণ এই নেতা সম্মেলনে উপস্থিত থাকবেন বলে জানা গেছে।: [995, 1062, 1192, 1105]
classified-ad-ref: সি-২২৫৯২/১৬: [392, 640, 446, 651]
story-body-continued: আওয়ামী লীগের জাতীয় সম্মেলনে বিএনপিকে আমন্ত্রণ জানানো হলেও তারা যাবে কিনা তা নিয়ে আলোচনা চলছে। বিএনপির যুগ্ম মহাসচিব সৈয়দ মোয়াজ্জেম হোসেন আলাল বলেছেন, আমাদের সম্মেলনে তারা আসেনি, কিন্তু আমরা যাব। গণতান্ত্রিক সৌজন্য বজায় রাখাই আমাদের লক্ষ্য।: [995, 1111, 1192, 1215]
story-body: চট্টগ্রাম টেস্টের দ্বিতীয় দিনে ইংল্যান্ডের বিপক্ষে বাংলাদেশ এগিয়ে রয়েছে। বোলারদের দুর্দান্ত নৈপুণ্যে সফরকারীদের চাপে রেখেছে টাইগাররা। মেহেদী হাসান মিরাজের ঘূর্ণিতে বিপাকে পড়ে ইংলিশ ব্যাটসম্যানরা।: [1205, 602, 1488, 661]
classified-ad[interactable]: [96, 1336, 261, 1390]
classified-ad-tag: বাসা ভাড়া :: [273, 609, 329, 622]
classified-ad-tag: প্লট বিক্রয় :: [98, 1284, 148, 1296]
classified-ad[interactable]: [271, 947, 448, 1002]
classified-ad[interactable]: [96, 1092, 261, 1162]
story-ahmed: [995, 1031, 1192, 1337]
story-body: বিএনপির নেতারা বলেছেন, দেশে গণতন্ত্রের লেশমাত্র নেই। বিরোধী দলের কর্মসূচি পালনে বাধা দেওয়া হচ্ছে।: [995, 747, 1192, 791]
classified-ad-text: দেশের প্রতিটি থানা ও জেলায় প্রতিনিধি আবশ্যক। আকর্ষণীয় সম্মানী।: [98, 774, 260, 817]
needs-list: [96, 202, 261, 984]
classified-ad-tag: নিয়োগ বিজ্ঞপ্তি :: [98, 382, 187, 394]
classified-ad-ref: সি-২২৬৩৯/১৬: [392, 811, 446, 823]
classified-ad-ref: সি-২২৬৩০/১৬: [392, 1202, 446, 1214]
story-body-continued: বিএসএফের একটি সংবাদ বিজ্ঞপ্তিতে বলা হয়েছে যে সীমান্তে পাকিস্তানি সেনাদের গুলিবর্ষণের জবাবে এই পদক্ষেপ নেওয়া হয়েছে। সেনাবাহিনীর কর্মকর্তারা জানিয়েছেন, পরিস্থিতি পর্যবেক্ষণ করা হচ্ছে এবং সীমান্ত এলাকায় নিরাপত্তা জোরদার করা হয়েছে।: [271, 450, 448, 555]
